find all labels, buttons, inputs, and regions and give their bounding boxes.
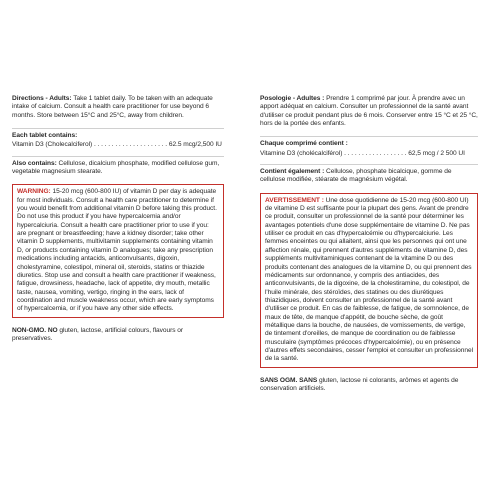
sans-ogm-paragraph <box>260 377 478 394</box>
contient-text: Cellulose, phosphate bicalcique, gomme de cellulose modifiée, stéarate de magnésium végétal. <box>260 168 452 184</box>
non-gmo-label: NON-GMO. NO <box>12 326 58 334</box>
posologie-paragraph <box>260 95 478 128</box>
warning-text: 15-20 mcg (600-800 IU) of vitamin D per day is adequate for most individuals. Consult a health care practitioner to determine if you would benefit from additional vitamin D before taking this product. Do not use this product if you have hypercalcemia and/or hypercalciuria. Consult a health care practitioner prior to use if you: are pregnant or breastfeeding; have a kidney disorder; take other vitamin D supplements, multivitamin supplements containing vitamin D, or products containing vitamin D analogues; take any prescription medications including antacids, anticonvulsants, digoxin, cholestyramine, colestipol, mineral oil, steroids, statins or thiazide diuretics. Stop use and consult a health care practitioner if weakness, fatigue, drowsiness, headache, lack of appetite, dry mouth, metallic taste, nausea, vomiting, vertigo, ringing in the ears, lack of coordination and muscle weakness occur, which are early symptoms of hypercalcemia, or if you have any other side effects. <box>17 188 217 313</box>
directions-label: Directions - Adults: <box>12 95 72 102</box>
french-column <box>260 95 478 401</box>
posologie-text: Prendre 1 comprimé par jour. À prendre avec un apport adéquat en calcium. Consulter un professionnel de la santé avant d'utiliser ce produit pendant plus de 6 mois. Conserver entre 15 °C et 25 °C, hors de la portée des enfants. <box>260 95 478 128</box>
ingredients-divider-fr-bottom <box>260 164 478 165</box>
contient-label: Contient également : <box>260 168 325 176</box>
chaque-comprime-heading: Chaque comprimé contient : <box>260 140 348 148</box>
warning-label: WARNING: <box>17 188 51 196</box>
ingredients-divider <box>12 128 224 129</box>
also-contains-paragraph <box>12 160 224 177</box>
each-tablet-heading: Each tablet contains: <box>12 132 78 140</box>
english-column <box>12 95 224 351</box>
also-contains-label: Also contains: <box>12 159 57 167</box>
sans-ogm-label: SANS OGM. SANS <box>260 376 318 384</box>
vitamin-d3-line: Vitamin D3 (Cholecalciferol) . . . . . . . . . . . . . . . . . . . . . 62.5 mcg/2,500 IU <box>12 141 222 149</box>
ingredients-divider-bottom <box>12 156 224 157</box>
contient-paragraph <box>260 168 478 185</box>
avertissement-text: Une dose quotidienne de 15-20 mcg (600-800 UI) de vitamine D est suffisante pour la plupart des gens. Avant de prendre ce produit, consulter un professionnel de la santé pour déterminer les avantages potentiels d'une dose supplémentaire de vitamine D. Ne pas utiliser ce produit en cas d'hypercalcémie ou d'hypercalciurie. Les femmes enceintes ou qui allaitent, ainsi que les personnes qui ont une affection rénale, qui prennent d'autres suppléments de vitamine D, des suppléments multivitaminiques contenant de la vitamine D ou des produits contenant des analogues de la vitamine D, ou qui prennent des médicaments sur ordonnance, y compris des antiacides, des anticonvulsivants, de la digoxine, de la cholestiramine, du colestipol, de l'huile minérale, des stéroïdes, des statines ou des diurétiques thiazidiques, doivent consulter un professionnel de la santé avant d'utiliser ce produit. En cas de faiblesse, de fatigue, de somnolence, de maux de tête, de manque d'appétit, de bouche sèche, de goût métallique dans la bouche, de nausées, de vomissements, de vertige, de tintement d'oreilles, de manque de coordination ou de faiblesse musculaire (symptômes précoces d'hypercalcémie), ou en présence d'autres effets secondaires, cesser l'emploi et consulter un professionnel de la santé. <box>265 196 473 363</box>
directions-text: Take 1 tablet daily. To be taken with an adequate intake of calcium. Consult a health care practitioner for use beyond 6 months. Store between 15°C and 25°C, away from children. <box>12 95 213 119</box>
non-gmo-text: gluten, lactose, artificial colours, flavours or preservatives. <box>12 326 184 342</box>
avertissement-label: AVERTISSEMENT : <box>265 196 324 204</box>
posologie-label: Posologie - Adultes : <box>260 95 325 102</box>
vitamine-d3-line: Vitamine D3 (cholécalciférol) . . . . . . . . . . . . . . . . . . 62,5 mcg / 2 500 UI <box>260 149 465 157</box>
ingredients-divider-fr <box>260 136 478 137</box>
warning-box <box>12 184 224 317</box>
sans-ogm-text: gluten, lactose ni colorants, arômes et agents de conservation artificiels. <box>260 376 459 392</box>
directions-paragraph <box>12 95 224 120</box>
also-contains-text: Cellulose, dicalcium phosphate, modified cellulose gum, vegetable magnesium stearate. <box>12 159 220 176</box>
avertissement-box <box>260 193 478 368</box>
non-gmo-paragraph <box>12 327 224 344</box>
